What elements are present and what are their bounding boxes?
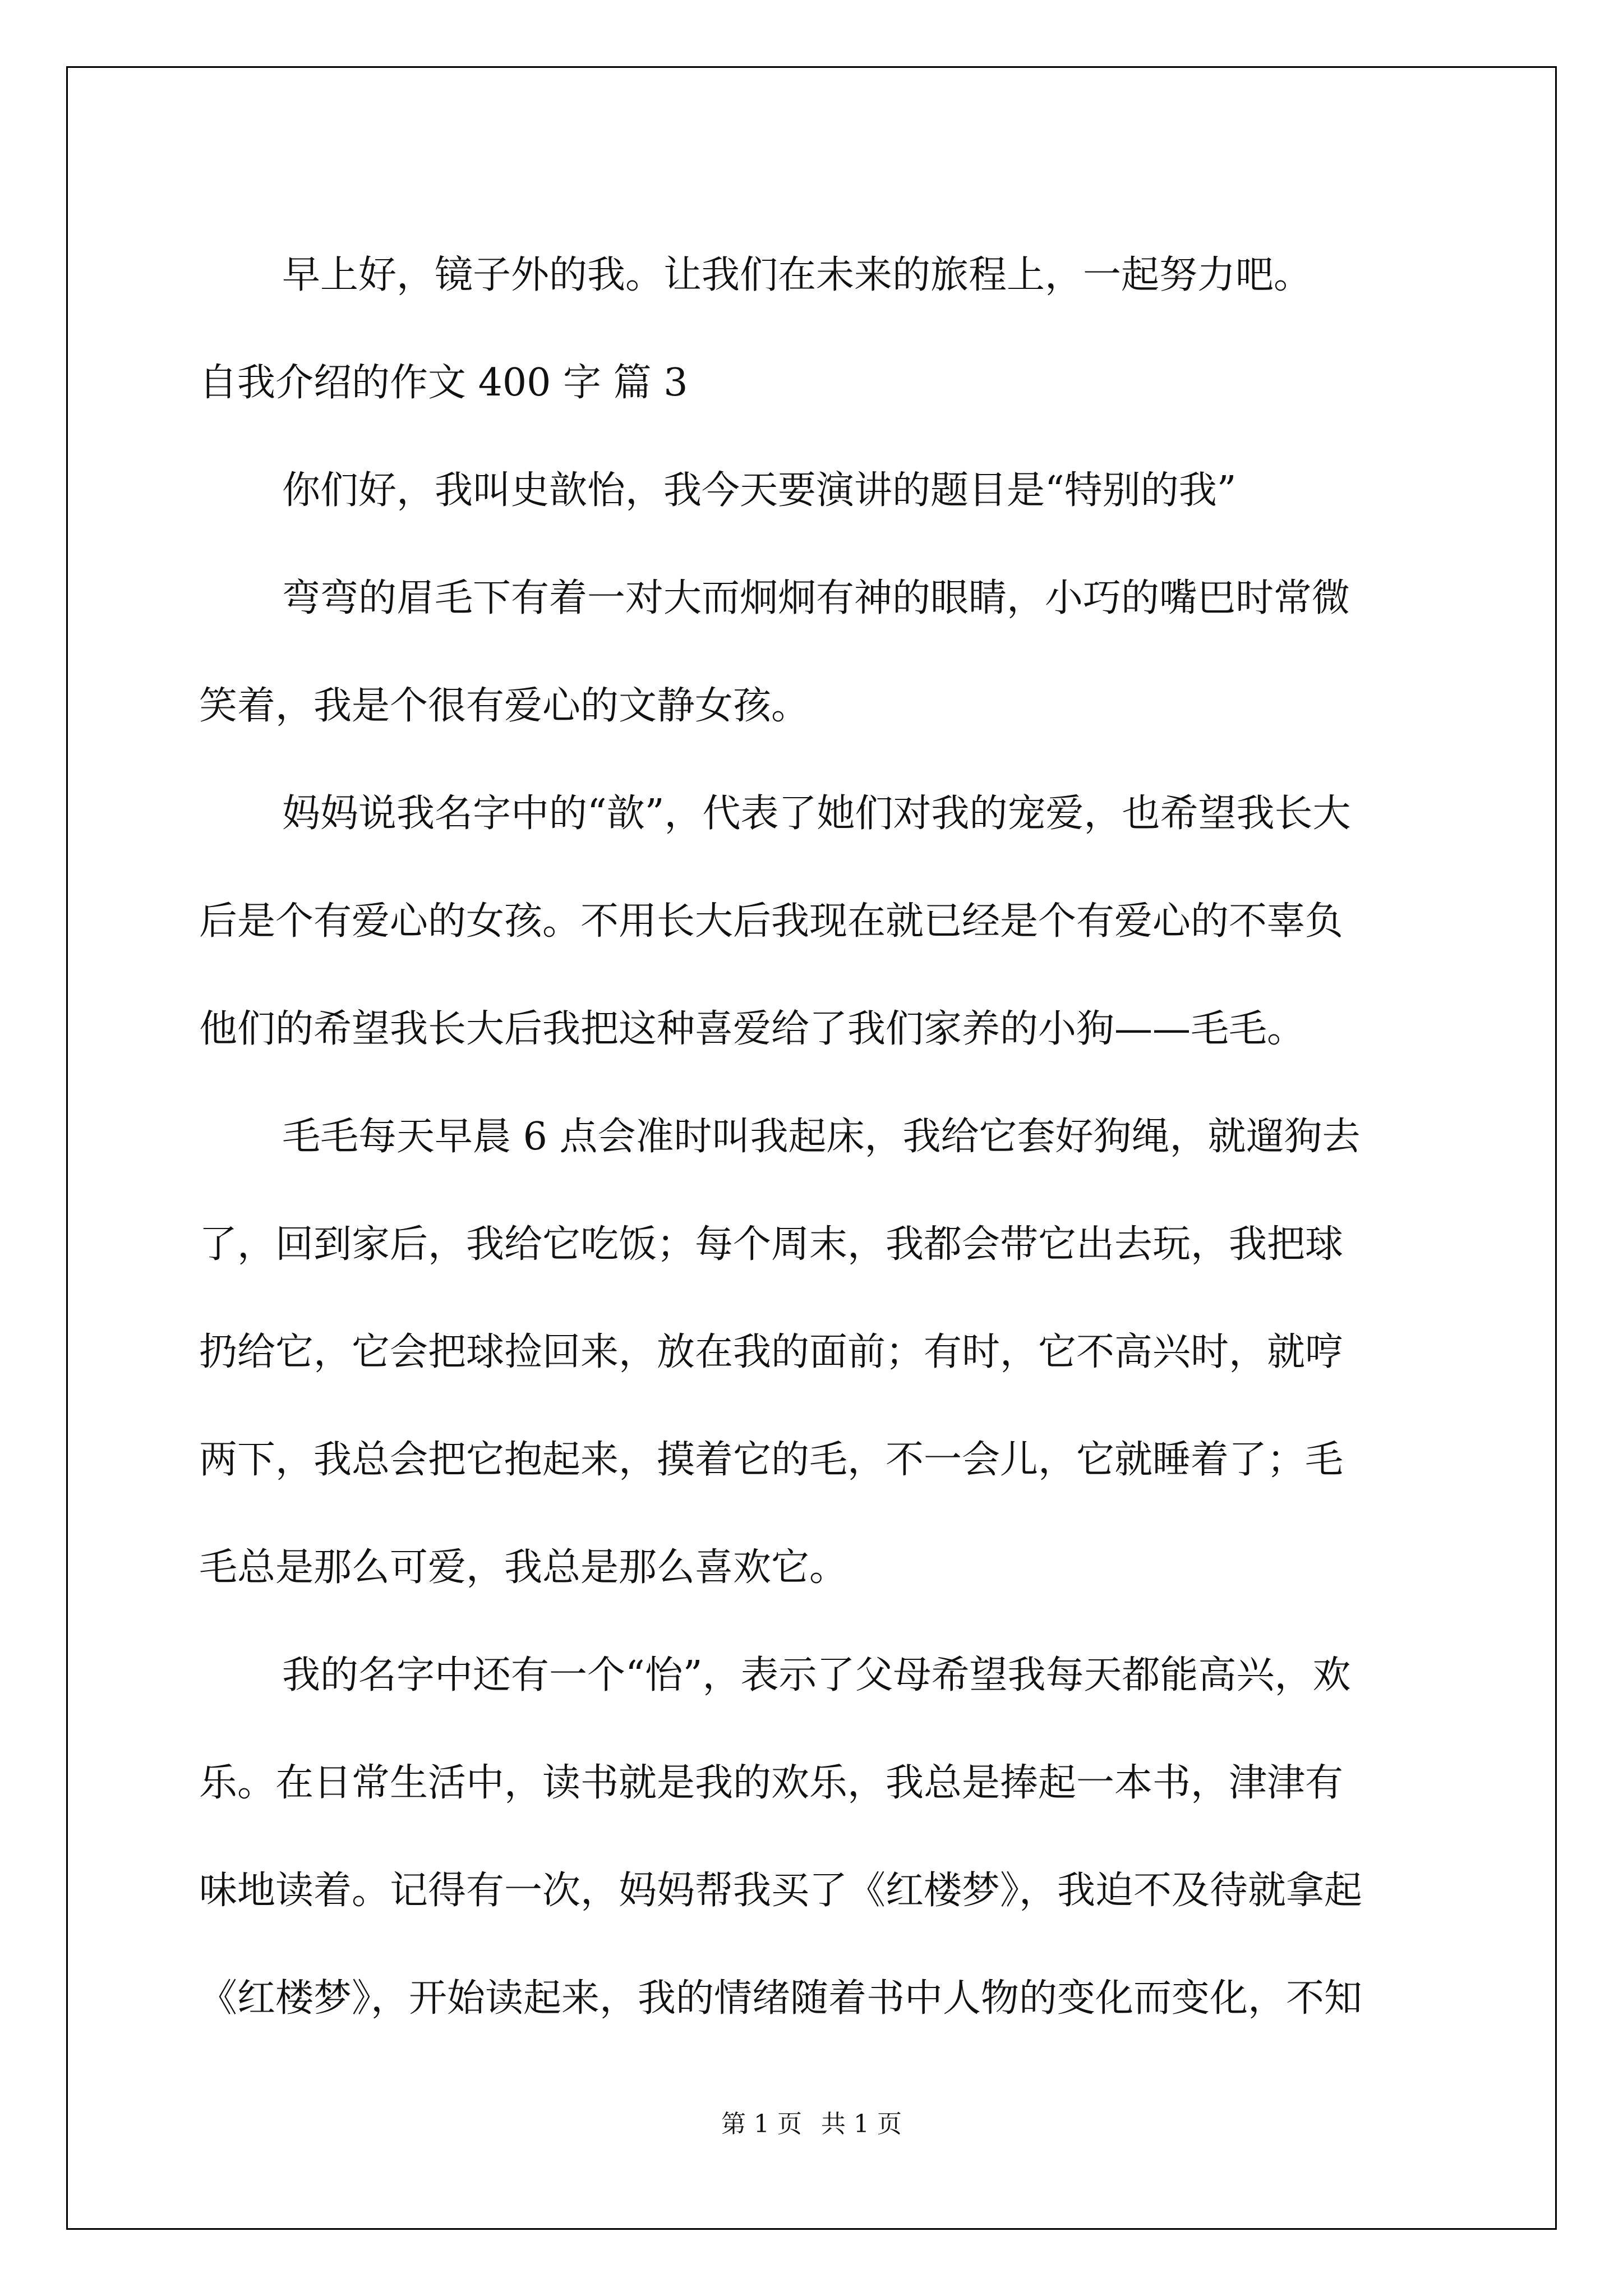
paragraph-line: 毛毛每天早晨 6 点会准时叫我起床，我给它套好狗绳，就遛狗去 — [282, 1115, 1361, 1159]
page-footer — [0, 2104, 1623, 2139]
paragraph-line: 早上好，镜子外的我。让我们在未来的旅程上，一起努力吧。 — [282, 253, 1312, 297]
paragraph-line: 笑着，我是个很有爱心的文静女孩。 — [199, 684, 810, 728]
document-body — [199, 222, 1422, 2053]
paragraph-line: 妈妈说我名字中的“歆”，代表了她们对我的宠爱，也希望我长大 — [282, 792, 1351, 836]
paragraph-line: 两下，我总会把它抱起来，摸着它的毛，不一会儿，它就睡着了；毛 — [199, 1438, 1344, 1482]
page-total: 共 1 页 — [821, 2110, 902, 2138]
paragraph-line: 《红楼梦》，开始读起来，我的情绪随着书中人物的变化而变化，不知 — [199, 1976, 1363, 2021]
paragraph-line: 我的名字中还有一个“怡”，表示了父母希望我每天都能高兴，欢 — [282, 1653, 1351, 1697]
paragraph-line: 你们好，我叫史歆怡，我今天要演讲的题目是“特别的我” — [282, 468, 1237, 513]
paragraph-line: 他们的希望我长大后我把这种喜爱给了我们家养的小狗——毛毛。 — [199, 1007, 1306, 1051]
section-heading: 自我介绍的作文 400 字 篇 3 — [199, 361, 688, 405]
paragraph-line: 毛总是那么可爱，我总是那么喜欢它。 — [199, 1545, 848, 1590]
paragraph-line: 后是个有爱心的女孩。不用长大后我现在就已经是个有爱心的不辜负 — [199, 899, 1344, 944]
paragraph-line: 扔给它，它会把球捡回来，放在我的面前；有时，它不高兴时，就哼 — [199, 1330, 1344, 1374]
page-number: 第 1 页 — [721, 2110, 802, 2138]
paragraph-line: 弯弯的眉毛下有着一对大而炯炯有神的眼睛，小巧的嘴巴时常微 — [282, 576, 1350, 620]
paragraph-line: 了，回到家后，我给它吃饭；每个周末，我都会带它出去玩，我把球 — [199, 1222, 1344, 1267]
paragraph-line: 乐。在日常生活中，读书就是我的欢乐，我总是捧起一本书，津津有 — [199, 1761, 1344, 1805]
paragraph-line: 味地读着。记得有一次，妈妈帮我买了《红楼梦》，我迫不及待就拿起 — [199, 1869, 1363, 1913]
